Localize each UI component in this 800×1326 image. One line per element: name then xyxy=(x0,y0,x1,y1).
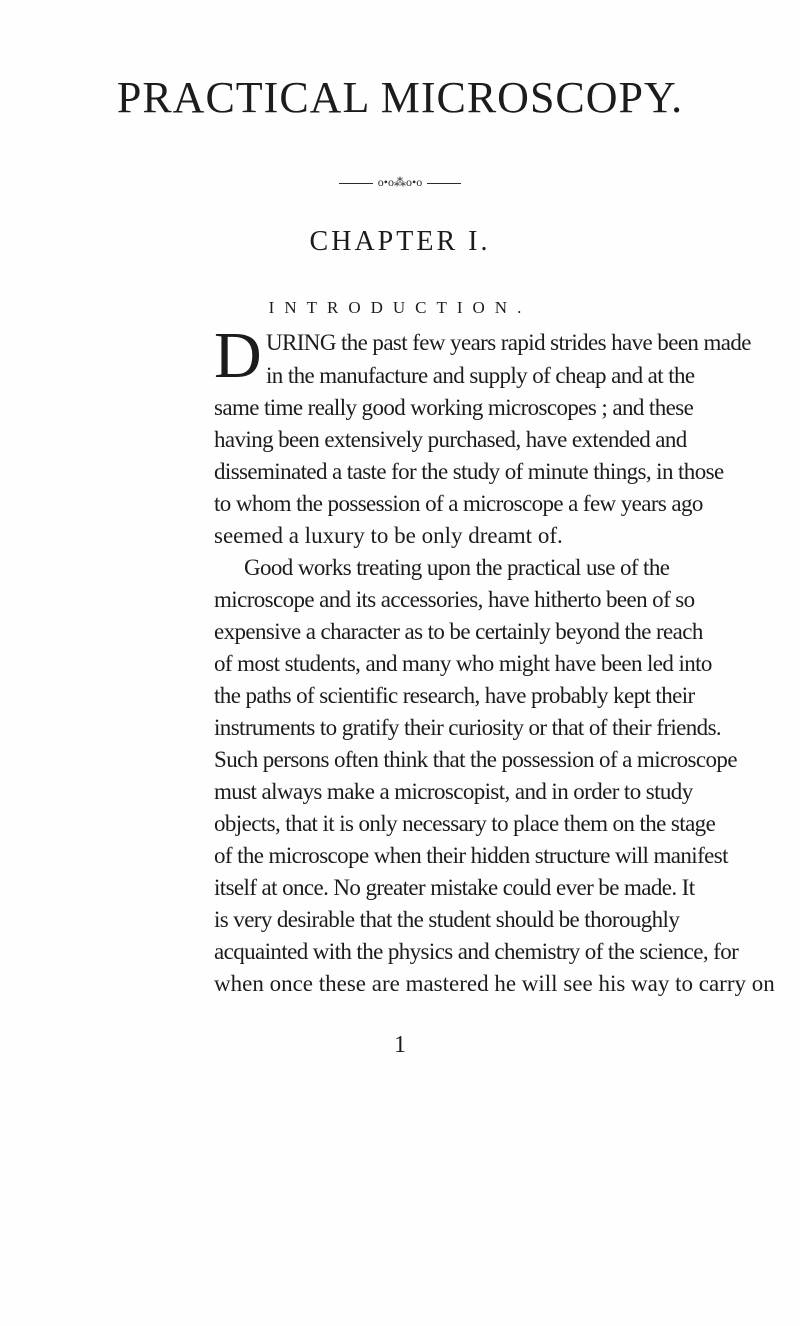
section-heading: INTRODUCTION. xyxy=(268,298,532,317)
text-line: the paths of scientific research, have probably kept their xyxy=(214,683,695,708)
text-line: microscope and its accessories, have hitherto been of so xyxy=(214,587,695,612)
text-line: Good works treating upon the practical use of the xyxy=(244,555,670,580)
text-line: disseminated a taste for the study of minute things, in those xyxy=(214,459,724,484)
chapter-heading: CHAPTER I. xyxy=(309,226,491,257)
text-line: in the manufacture and supply of cheap and at the xyxy=(266,363,695,388)
text-line: expensive a character as to be certainly beyond the reach xyxy=(214,619,703,644)
text-line: instruments to gratify their curiosity or that of their friends. xyxy=(214,715,722,740)
text-line: of most students, and many who might have been led into xyxy=(214,651,712,676)
page-number: 1 xyxy=(394,1032,406,1058)
text-line: of the microscope when their hidden structure will manifest xyxy=(214,843,728,868)
text-line: Such persons often think that the possession of a microscope xyxy=(214,747,737,772)
book-title: PRACTICAL MICROSCOPY. xyxy=(116,73,684,122)
text-line: itself at once. No greater mistake could ever be made. It xyxy=(214,875,695,900)
text-line: same time really good working microscopes ; and these xyxy=(214,395,694,420)
text-line: objects, that it is only necessary to place them on the stage xyxy=(214,811,716,836)
text-line: when once these are mastered he will see his way to carry on xyxy=(214,971,775,996)
text-line: acquainted with the physics and chemistry of the science, for xyxy=(214,939,739,964)
text-line: is very desirable that the student should be thoroughly xyxy=(214,907,680,932)
text-line: must always make a microscopist, and in order to study xyxy=(214,779,693,804)
drop-cap: D xyxy=(214,319,262,392)
text-line: seemed a luxury to be only dreamt of. xyxy=(214,523,563,548)
text-line: URING the past few years rapid strides have been made xyxy=(266,330,751,355)
text-line: to whom the possession of a microscope a few years ago xyxy=(214,491,703,516)
text-line: having been extensively purchased, have extended and xyxy=(214,427,687,452)
title-ornament: o•o⁂o•o xyxy=(0,176,800,188)
